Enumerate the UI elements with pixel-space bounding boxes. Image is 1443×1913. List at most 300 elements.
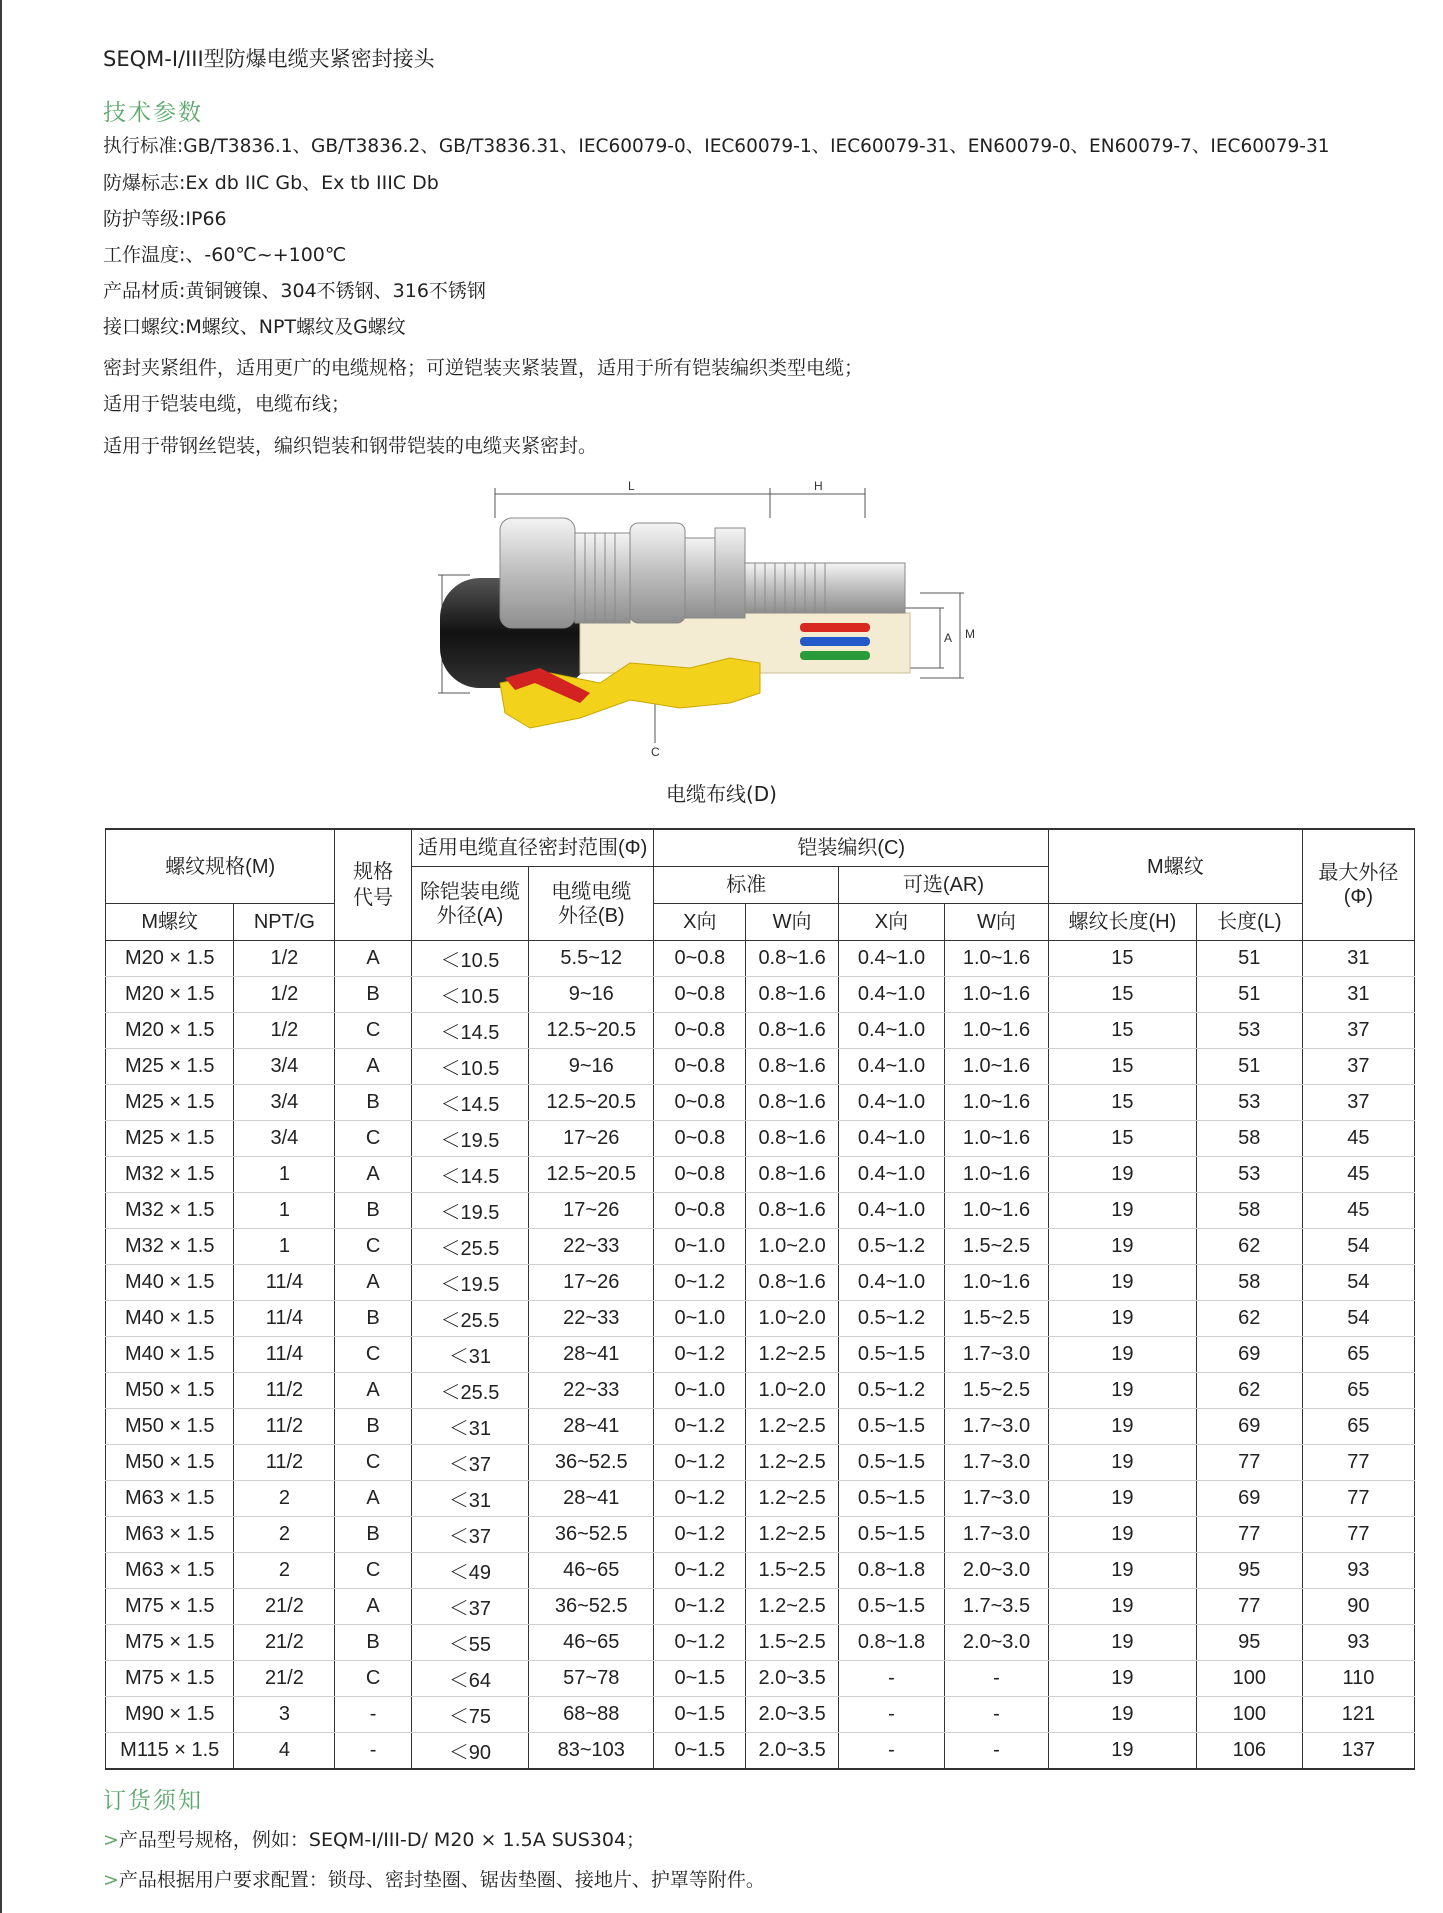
cell-npt-g: 3/4 <box>234 1085 335 1121</box>
cell-m-thread: M75 × 1.5 <box>106 1661 234 1697</box>
cell-code: - <box>335 1697 411 1733</box>
cell-cable-od: 28~41 <box>529 1481 654 1517</box>
cell-m-thread: M32 × 1.5 <box>106 1157 234 1193</box>
cell-excl-armor-od: ＜25.5 <box>411 1373 528 1409</box>
cell-m-thread: M63 × 1.5 <box>106 1517 234 1553</box>
cell-m-thread: M63 × 1.5 <box>106 1481 234 1517</box>
cell-code: C <box>335 1337 411 1373</box>
cell-std-x: 0~1.5 <box>654 1697 746 1733</box>
cell-excl-armor-od: ＜19.5 <box>411 1193 528 1229</box>
cell-opt-w: - <box>944 1697 1048 1733</box>
cell-m-thread: M50 × 1.5 <box>106 1373 234 1409</box>
bullet-marker: > <box>103 1869 119 1891</box>
cell-length: 62 <box>1196 1301 1302 1337</box>
cell-max-od: 77 <box>1302 1481 1414 1517</box>
table-row <box>106 1229 1415 1265</box>
cell-length: 62 <box>1196 1373 1302 1409</box>
cell-opt-w: 1.7~3.0 <box>944 1409 1048 1445</box>
cell-max-od: 77 <box>1302 1445 1414 1481</box>
cell-opt-w: 1.0~1.6 <box>944 1049 1048 1085</box>
spec-temperature: 工作温度:、-60℃~+100℃ <box>103 244 347 266</box>
cell-std-x: 0~0.8 <box>654 1157 746 1193</box>
cell-opt-w: 2.0~3.0 <box>944 1625 1048 1661</box>
cell-length: 69 <box>1196 1481 1302 1517</box>
cell-opt-x: 0.5~1.5 <box>838 1589 944 1625</box>
cell-thread-length: 19 <box>1048 1625 1196 1661</box>
cell-cable-od: 17~26 <box>529 1121 654 1157</box>
cell-npt-g: 1 <box>234 1157 335 1193</box>
cell-cable-od: 12.5~20.5 <box>529 1085 654 1121</box>
cell-std-w: 2.0~3.5 <box>746 1697 839 1733</box>
cell-code: - <box>335 1733 411 1770</box>
cell-thread-length: 19 <box>1048 1697 1196 1733</box>
cell-excl-armor-od: ＜14.5 <box>411 1013 528 1049</box>
cell-thread-length: 15 <box>1048 1085 1196 1121</box>
cell-opt-x: 0.4~1.0 <box>838 1193 944 1229</box>
cell-max-od: 45 <box>1302 1193 1414 1229</box>
cell-std-x: 0~1.2 <box>654 1589 746 1625</box>
cell-std-x: 0~1.2 <box>654 1553 746 1589</box>
cell-std-x: 0~1.2 <box>654 1625 746 1661</box>
cell-code: C <box>335 1445 411 1481</box>
cell-m-thread: M20 × 1.5 <box>106 1013 234 1049</box>
cell-excl-armor-od: ＜31 <box>411 1409 528 1445</box>
cell-npt-g: 11/4 <box>234 1265 335 1301</box>
cell-excl-armor-od: ＜49 <box>411 1553 528 1589</box>
cell-cable-od: 12.5~20.5 <box>529 1013 654 1049</box>
cell-cable-od: 22~33 <box>529 1301 654 1337</box>
cell-thread-length: 19 <box>1048 1373 1196 1409</box>
cell-max-od: 54 <box>1302 1301 1414 1337</box>
cell-std-x: 0~0.8 <box>654 1121 746 1157</box>
cell-m-thread: M25 × 1.5 <box>106 1085 234 1121</box>
cell-opt-x: 0.5~1.2 <box>838 1373 944 1409</box>
cell-thread-length: 15 <box>1048 941 1196 977</box>
cell-max-od: 110 <box>1302 1661 1414 1697</box>
cell-std-x: 0~1.2 <box>654 1265 746 1301</box>
cell-std-w: 1.5~2.5 <box>746 1553 839 1589</box>
cell-excl-armor-od: ＜75 <box>411 1697 528 1733</box>
cell-max-od: 54 <box>1302 1229 1414 1265</box>
cell-m-thread: M40 × 1.5 <box>106 1301 234 1337</box>
cell-npt-g: 2 <box>234 1481 335 1517</box>
cell-std-w: 1.2~2.5 <box>746 1409 839 1445</box>
cell-opt-x: 0.4~1.0 <box>838 1265 944 1301</box>
cell-std-w: 0.8~1.6 <box>746 1013 839 1049</box>
table-row <box>106 941 1415 977</box>
table-row <box>106 1049 1415 1085</box>
cell-code: A <box>335 1265 411 1301</box>
cell-code: C <box>335 1229 411 1265</box>
cell-std-w: 0.8~1.6 <box>746 1085 839 1121</box>
cell-max-od: 77 <box>1302 1517 1414 1553</box>
th-npt-col: NPT/G <box>234 904 335 941</box>
cell-max-od: 93 <box>1302 1625 1414 1661</box>
bullet-marker: > <box>103 1829 119 1851</box>
cell-opt-w: 2.0~3.0 <box>944 1553 1048 1589</box>
cell-opt-x: 0.4~1.0 <box>838 941 944 977</box>
page-title: SEQM-I/III型防爆电缆夹紧密封接头 <box>103 47 435 71</box>
cell-opt-x: 0.5~1.2 <box>838 1301 944 1337</box>
cell-code: B <box>335 1085 411 1121</box>
cell-cable-od: 28~41 <box>529 1409 654 1445</box>
cell-cable-od: 28~41 <box>529 1337 654 1373</box>
spec-feature-1: 密封夹紧组件，适用更广的电缆规格；可逆铠装夹紧装置，适用于所有铠装编织类型电缆； <box>103 357 864 379</box>
dim-label-l: L <box>628 479 635 493</box>
cell-opt-w: 1.0~1.6 <box>944 1085 1048 1121</box>
cell-cable-od: 17~26 <box>529 1193 654 1229</box>
cell-thread-length: 19 <box>1048 1589 1196 1625</box>
cell-max-od: 37 <box>1302 1085 1414 1121</box>
cell-thread-length: 19 <box>1048 1193 1196 1229</box>
cell-opt-x: - <box>838 1697 944 1733</box>
th-code: 规格 代号 <box>335 829 411 941</box>
cell-npt-g: 1 <box>234 1193 335 1229</box>
cell-cable-od: 9~16 <box>529 1049 654 1085</box>
cell-std-x: 0~1.0 <box>654 1373 746 1409</box>
cell-max-od: 137 <box>1302 1733 1414 1770</box>
cell-std-w: 2.0~3.5 <box>746 1733 839 1770</box>
th-std-x: X向 <box>654 904 746 941</box>
cell-cable-od: 22~33 <box>529 1373 654 1409</box>
cell-opt-x: 0.4~1.0 <box>838 1157 944 1193</box>
spec-ex-marking: 防爆标志:Ex db IIC Gb、Ex tb IIIC Db <box>103 172 439 194</box>
ordering-text-2: 产品根据用户要求配置：锁母、密封垫圈、锯齿垫圈、接地片、护罩等附件。 <box>118 1869 765 1891</box>
cell-opt-x: 0.4~1.0 <box>838 1085 944 1121</box>
th-excl-armor: 除铠装电缆 外径(A) <box>411 867 528 941</box>
cell-npt-g: 11/4 <box>234 1337 335 1373</box>
table-row <box>106 1409 1415 1445</box>
cell-cable-od: 22~33 <box>529 1229 654 1265</box>
cell-code: B <box>335 1517 411 1553</box>
cell-thread-length: 15 <box>1048 1121 1196 1157</box>
table-row <box>106 1625 1415 1661</box>
cell-thread-length: 19 <box>1048 1445 1196 1481</box>
cell-std-x: 0~0.8 <box>654 977 746 1013</box>
spec-material: 产品材质:黄铜镀镍、304不锈钢、316不锈钢 <box>103 280 486 302</box>
cell-std-w: 1.2~2.5 <box>746 1337 839 1373</box>
cell-excl-armor-od: ＜19.5 <box>411 1265 528 1301</box>
ordering-heading: 订货须知 <box>103 1788 203 1814</box>
cell-opt-x: - <box>838 1661 944 1697</box>
cell-npt-g: 1 <box>234 1229 335 1265</box>
table-row <box>106 1265 1415 1301</box>
cell-code: C <box>335 1661 411 1697</box>
cell-length: 62 <box>1196 1229 1302 1265</box>
cell-max-od: 37 <box>1302 1013 1414 1049</box>
cell-length: 51 <box>1196 977 1302 1013</box>
diagram-caption: 电缆布线(D) <box>665 782 777 806</box>
cell-opt-w: 1.0~1.6 <box>944 1265 1048 1301</box>
cell-length: 77 <box>1196 1517 1302 1553</box>
cell-code: C <box>335 1013 411 1049</box>
cell-max-od: 93 <box>1302 1553 1414 1589</box>
cell-cable-od: 9~16 <box>529 977 654 1013</box>
cell-m-thread: M50 × 1.5 <box>106 1445 234 1481</box>
cell-code: B <box>335 1301 411 1337</box>
cell-code: C <box>335 1121 411 1157</box>
cell-max-od: 37 <box>1302 1049 1414 1085</box>
table-row <box>106 1337 1415 1373</box>
cell-cable-od: 12.5~20.5 <box>529 1157 654 1193</box>
cell-code: A <box>335 1589 411 1625</box>
cell-std-w: 0.8~1.6 <box>746 1121 839 1157</box>
cell-thread-length: 15 <box>1048 977 1196 1013</box>
cell-code: A <box>335 1373 411 1409</box>
spec-standards: 执行标准:GB/T3836.1、GB/T3836.2、GB/T3836.31、IEC60079-0、IEC60079-1、IEC60079-31、EN60079-0、EN60079-7、IEC60079-31 <box>103 136 1330 157</box>
cell-cable-od: 36~52.5 <box>529 1589 654 1625</box>
cell-std-w: 0.8~1.6 <box>746 1049 839 1085</box>
cell-thread-length: 15 <box>1048 1049 1196 1085</box>
cell-opt-x: 0.5~1.5 <box>838 1445 944 1481</box>
cell-thread-length: 19 <box>1048 1517 1196 1553</box>
cell-length: 53 <box>1196 1013 1302 1049</box>
cell-std-w: 1.2~2.5 <box>746 1481 839 1517</box>
cell-thread-length: 19 <box>1048 1157 1196 1193</box>
cell-length: 77 <box>1196 1589 1302 1625</box>
cell-opt-w: 1.0~1.6 <box>944 1157 1048 1193</box>
cell-npt-g: 1/2 <box>234 977 335 1013</box>
th-cable-od: 电缆电缆 外径(B) <box>529 867 654 941</box>
cell-length: 106 <box>1196 1733 1302 1770</box>
table-row <box>106 1085 1415 1121</box>
cell-thread-length: 19 <box>1048 1481 1196 1517</box>
th-length: 长度(L) <box>1196 904 1302 941</box>
cell-max-od: 31 <box>1302 977 1414 1013</box>
cell-max-od: 31 <box>1302 941 1414 977</box>
cell-std-x: 0~0.8 <box>654 1193 746 1229</box>
cell-code: B <box>335 977 411 1013</box>
cell-excl-armor-od: ＜25.5 <box>411 1229 528 1265</box>
cell-std-x: 0~1.5 <box>654 1733 746 1770</box>
cell-opt-w: 1.0~1.6 <box>944 1193 1048 1229</box>
cell-code: A <box>335 1481 411 1517</box>
cell-excl-armor-od: ＜10.5 <box>411 941 528 977</box>
cell-npt-g: 1/2 <box>234 1013 335 1049</box>
cell-m-thread: M63 × 1.5 <box>106 1553 234 1589</box>
th-optional: 可选(AR) <box>838 867 1048 904</box>
cell-thread-length: 19 <box>1048 1553 1196 1589</box>
cell-opt-w: 1.5~2.5 <box>944 1229 1048 1265</box>
cell-excl-armor-od: ＜19.5 <box>411 1121 528 1157</box>
cell-length: 51 <box>1196 1049 1302 1085</box>
cell-std-x: 0~1.2 <box>654 1409 746 1445</box>
cell-std-w: 1.5~2.5 <box>746 1625 839 1661</box>
table-row <box>106 1373 1415 1409</box>
ordering-text-1: 产品型号规格，例如：SEQM-I/III-D/ M20 × 1.5A SUS304； <box>118 1829 646 1851</box>
cell-length: 100 <box>1196 1697 1302 1733</box>
cell-m-thread: M20 × 1.5 <box>106 977 234 1013</box>
cell-length: 95 <box>1196 1553 1302 1589</box>
cell-m-thread: M25 × 1.5 <box>106 1049 234 1085</box>
cell-length: 77 <box>1196 1445 1302 1481</box>
cell-m-thread: M32 × 1.5 <box>106 1193 234 1229</box>
cell-npt-g: 2 <box>234 1553 335 1589</box>
th-m-thread: M螺纹 <box>1048 829 1302 904</box>
spec-feature-2: 适用于铠装电缆，电缆布线； <box>103 393 351 415</box>
cell-npt-g: 11/2 <box>234 1373 335 1409</box>
cell-std-w: 0.8~1.6 <box>746 977 839 1013</box>
cell-std-x: 0~1.2 <box>654 1517 746 1553</box>
cell-npt-g: 21/2 <box>234 1625 335 1661</box>
cell-max-od: 65 <box>1302 1337 1414 1373</box>
cell-code: A <box>335 1157 411 1193</box>
cell-cable-od: 83~103 <box>529 1733 654 1770</box>
cell-std-x: 0~1.2 <box>654 1337 746 1373</box>
cell-opt-x: 0.5~1.5 <box>838 1337 944 1373</box>
spec-thread: 接口螺纹:M螺纹、NPT螺纹及G螺纹 <box>103 316 406 338</box>
cell-npt-g: 4 <box>234 1733 335 1770</box>
th-opt-x: X向 <box>838 904 944 941</box>
cell-npt-g: 21/2 <box>234 1589 335 1625</box>
cell-max-od: 90 <box>1302 1589 1414 1625</box>
cell-code: B <box>335 1625 411 1661</box>
cell-length: 100 <box>1196 1661 1302 1697</box>
cell-thread-length: 19 <box>1048 1409 1196 1445</box>
cell-cable-od: 57~78 <box>529 1661 654 1697</box>
cell-m-thread: M25 × 1.5 <box>106 1121 234 1157</box>
th-thread-spec: 螺纹规格(M) <box>106 829 335 904</box>
cell-excl-armor-od: ＜37 <box>411 1445 528 1481</box>
ordering-line-2 <box>103 1865 765 1892</box>
cell-cable-od: 46~65 <box>529 1625 654 1661</box>
cell-opt-x: 0.5~1.5 <box>838 1409 944 1445</box>
cell-opt-w: 1.0~1.6 <box>944 977 1048 1013</box>
cell-excl-armor-od: ＜37 <box>411 1517 528 1553</box>
table-row <box>106 1445 1415 1481</box>
cell-excl-armor-od: ＜14.5 <box>411 1157 528 1193</box>
cell-opt-x: - <box>838 1733 944 1770</box>
th-max-od: 最大外径 (Φ) <box>1302 829 1414 941</box>
table-row <box>106 1121 1415 1157</box>
cell-std-w: 1.0~2.0 <box>746 1229 839 1265</box>
cell-std-w: 1.0~2.0 <box>746 1373 839 1409</box>
cell-excl-armor-od: ＜14.5 <box>411 1085 528 1121</box>
cell-length: 53 <box>1196 1157 1302 1193</box>
cell-m-thread: M75 × 1.5 <box>106 1625 234 1661</box>
table-row <box>106 1013 1415 1049</box>
dim-label-c: C <box>651 745 660 758</box>
cell-m-thread: M20 × 1.5 <box>106 941 234 977</box>
cell-std-x: 0~0.8 <box>654 941 746 977</box>
cell-thread-length: 19 <box>1048 1229 1196 1265</box>
table-row <box>106 1481 1415 1517</box>
cell-std-w: 0.8~1.6 <box>746 1157 839 1193</box>
cell-std-w: 1.2~2.5 <box>746 1517 839 1553</box>
cell-std-w: 1.2~2.5 <box>746 1589 839 1625</box>
cell-thread-length: 19 <box>1048 1265 1196 1301</box>
cell-code: A <box>335 941 411 977</box>
cell-length: 58 <box>1196 1121 1302 1157</box>
table-row <box>106 977 1415 1013</box>
cell-cable-od: 5.5~12 <box>529 941 654 977</box>
th-standard: 标准 <box>654 867 839 904</box>
cable-gland-diagram <box>430 478 990 758</box>
th-armor: 铠装编织(C) <box>654 829 1049 867</box>
cell-length: 95 <box>1196 1625 1302 1661</box>
cell-npt-g: 1/2 <box>234 941 335 977</box>
cell-code: B <box>335 1193 411 1229</box>
table-row <box>106 1301 1415 1337</box>
cell-std-x: 0~0.8 <box>654 1049 746 1085</box>
cell-opt-w: 1.5~2.5 <box>944 1373 1048 1409</box>
cell-cable-od: 17~26 <box>529 1265 654 1301</box>
cell-length: 58 <box>1196 1193 1302 1229</box>
cell-excl-armor-od: ＜10.5 <box>411 977 528 1013</box>
cell-opt-x: 0.4~1.0 <box>838 1049 944 1085</box>
cell-opt-x: 0.5~1.5 <box>838 1481 944 1517</box>
cell-length: 51 <box>1196 941 1302 977</box>
cell-opt-x: 0.8~1.8 <box>838 1625 944 1661</box>
cell-opt-x: 0.4~1.0 <box>838 977 944 1013</box>
cell-opt-w: 1.7~3.0 <box>944 1445 1048 1481</box>
cell-thread-length: 19 <box>1048 1661 1196 1697</box>
cell-opt-w: 1.5~2.5 <box>944 1301 1048 1337</box>
cell-std-w: 1.2~2.5 <box>746 1445 839 1481</box>
table-row <box>106 1733 1415 1770</box>
cell-cable-od: 36~52.5 <box>529 1445 654 1481</box>
th-thread-len: 螺纹长度(H) <box>1048 904 1196 941</box>
cell-npt-g: 3/4 <box>234 1049 335 1085</box>
cell-npt-g: 11/2 <box>234 1409 335 1445</box>
cell-std-w: 1.0~2.0 <box>746 1301 839 1337</box>
cell-length: 69 <box>1196 1409 1302 1445</box>
cell-opt-w: - <box>944 1661 1048 1697</box>
cell-npt-g: 11/2 <box>234 1445 335 1481</box>
spec-table <box>105 828 1415 1770</box>
cell-excl-armor-od: ＜64 <box>411 1661 528 1697</box>
cell-excl-armor-od: ＜10.5 <box>411 1049 528 1085</box>
dim-label-m: M <box>965 627 975 641</box>
cell-opt-x: 0.4~1.0 <box>838 1121 944 1157</box>
cell-excl-armor-od: ＜55 <box>411 1625 528 1661</box>
cell-m-thread: M90 × 1.5 <box>106 1697 234 1733</box>
cell-m-thread: M40 × 1.5 <box>106 1265 234 1301</box>
cell-m-thread: M50 × 1.5 <box>106 1409 234 1445</box>
cell-thread-length: 19 <box>1048 1337 1196 1373</box>
cell-std-x: 0~1.0 <box>654 1229 746 1265</box>
table-row <box>106 1697 1415 1733</box>
cell-length: 53 <box>1196 1085 1302 1121</box>
cell-excl-armor-od: ＜37 <box>411 1589 528 1625</box>
cell-opt-w: 1.0~1.6 <box>944 1013 1048 1049</box>
cell-npt-g: 3 <box>234 1697 335 1733</box>
page-edge-line <box>0 0 2 1913</box>
cell-m-thread: M115 × 1.5 <box>106 1733 234 1770</box>
ordering-line-1 <box>103 1825 645 1852</box>
cell-std-x: 0~1.0 <box>654 1301 746 1337</box>
cell-std-w: 0.8~1.6 <box>746 1193 839 1229</box>
cell-opt-x: 0.8~1.8 <box>838 1553 944 1589</box>
cell-thread-length: 15 <box>1048 1013 1196 1049</box>
cell-code: A <box>335 1049 411 1085</box>
cell-opt-w: - <box>944 1733 1048 1770</box>
cell-cable-od: 68~88 <box>529 1697 654 1733</box>
cell-npt-g: 2 <box>234 1517 335 1553</box>
cell-max-od: 54 <box>1302 1265 1414 1301</box>
table-row <box>106 1517 1415 1553</box>
table-row <box>106 1553 1415 1589</box>
cell-excl-armor-od: ＜90 <box>411 1733 528 1770</box>
cell-std-x: 0~1.5 <box>654 1661 746 1697</box>
spec-table-body <box>106 941 1415 1770</box>
cell-m-thread: M75 × 1.5 <box>106 1589 234 1625</box>
cell-opt-w: 1.7~3.5 <box>944 1589 1048 1625</box>
cell-m-thread: M40 × 1.5 <box>106 1337 234 1373</box>
cell-opt-w: 1.7~3.0 <box>944 1337 1048 1373</box>
cell-opt-w: 1.0~1.6 <box>944 1121 1048 1157</box>
cell-max-od: 45 <box>1302 1121 1414 1157</box>
